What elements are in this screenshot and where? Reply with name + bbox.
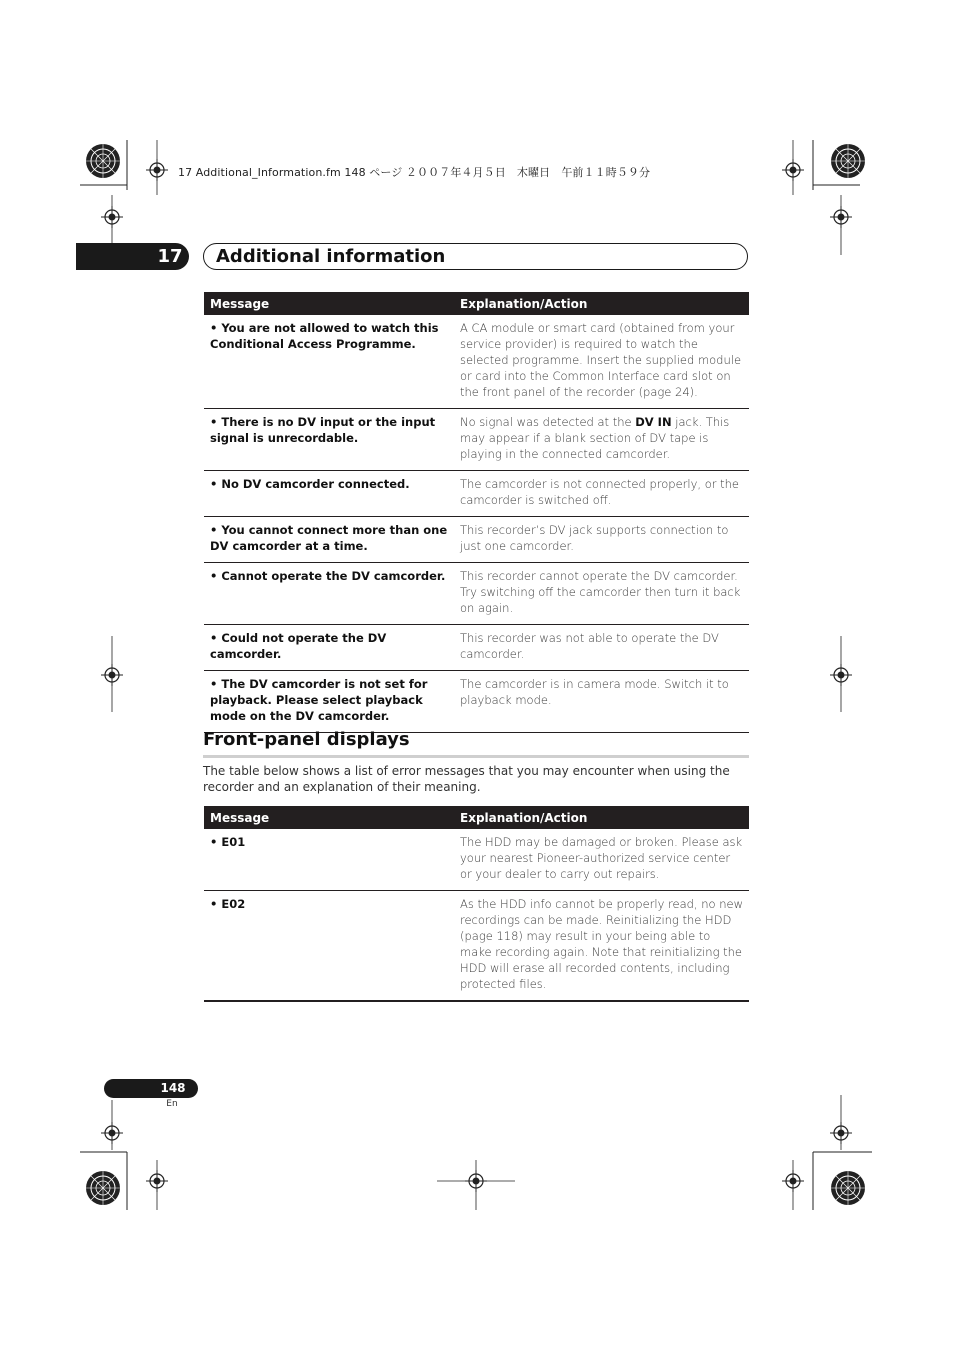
front-panel-table <box>204 806 749 1002</box>
explanation-cell: The HDD may be damaged or broken. Please ask your nearest Pioneer-authorized service center or your dealer to carry out repairs. <box>454 829 749 891</box>
message-cell: • There is no DV input or the input signal is unrecordable. <box>204 409 454 471</box>
explanation-text: jack. This may appear if a blank section of DV tape is playing in the connected camcorder. <box>460 415 730 461</box>
section-intro: The table below shows a list of error messages that you may encounter when using the recorder and an explanation of their meaning. <box>203 764 730 794</box>
message-cell: • Cannot operate the DV camcorder. <box>204 563 454 625</box>
message-cell: • E01 <box>204 829 454 891</box>
column-header-message: Message <box>204 806 454 829</box>
table-row <box>204 471 749 517</box>
column-header-explanation: Explanation/Action <box>454 806 749 829</box>
explanation-cell: A CA module or smart card (obtained from your service provider) is required to watch the selected programme. Insert the supplied module or card into the Common Interface card slot on the front panel of the recorder (page 24). <box>454 315 749 409</box>
file-header: 17 Additional_Information.fm 148 ページ ２００７年４月５日 木曜日 午前１１時５９分 <box>178 166 651 179</box>
table-row <box>204 409 749 471</box>
explanation-text: No signal was detected at the <box>460 415 636 429</box>
explanation-cell: The camcorder is in camera mode. Switch it to playback mode. <box>454 671 749 733</box>
page-number: 148 <box>160 1081 186 1095</box>
message-cell: • No DV camcorder connected. <box>204 471 454 517</box>
message-cell: • The DV camcorder is not set for playback. Please select playback mode on the DV camcorder. <box>204 671 454 733</box>
table-row <box>204 563 749 625</box>
explanation-cell: The camcorder is not connected properly, or the camcorder is switched off. <box>454 471 749 517</box>
explanation-cell: This recorder was not able to operate the DV camcorder. <box>454 625 749 671</box>
explanation-cell: This recorder cannot operate the DV camcorder. Try switching off the camcorder then turn it back on again. <box>454 563 749 625</box>
chapter-title: Additional information <box>216 246 446 267</box>
message-cell: • You cannot connect more than one DV camcorder at a time. <box>204 517 454 563</box>
explanation-cell <box>454 409 749 471</box>
table-header-row <box>204 292 749 315</box>
chapter-number: 17 <box>157 246 183 267</box>
table-row <box>204 671 749 733</box>
dv-in-label: DV IN <box>635 415 672 429</box>
message-cell: • E02 <box>204 891 454 1002</box>
column-header-explanation: Explanation/Action <box>454 292 749 315</box>
column-header-message: Message <box>204 292 454 315</box>
table-row <box>204 517 749 563</box>
table-row <box>204 891 749 1002</box>
table-row <box>204 315 749 409</box>
table-header-row <box>204 806 749 829</box>
section-title: Front-panel displays <box>203 729 410 750</box>
explanation-cell: This recorder’s DV jack supports connection to just one camcorder. <box>454 517 749 563</box>
page-language: En <box>166 1099 178 1109</box>
table-row <box>204 625 749 671</box>
table-row <box>204 829 749 891</box>
message-cell: • Could not operate the DV camcorder. <box>204 625 454 671</box>
explanation-cell: As the HDD info cannot be properly read, no new recordings can be made. Reinitializing the HDD (page 118) may result in your being able to make recording again. Note that reinitializing the HDD will erase all recorded contents, including protected files. <box>454 891 749 1002</box>
messages-table <box>204 292 749 733</box>
section-rule <box>203 755 749 758</box>
message-cell: • You are not allowed to watch this Conditional Access Programme. <box>204 315 454 409</box>
